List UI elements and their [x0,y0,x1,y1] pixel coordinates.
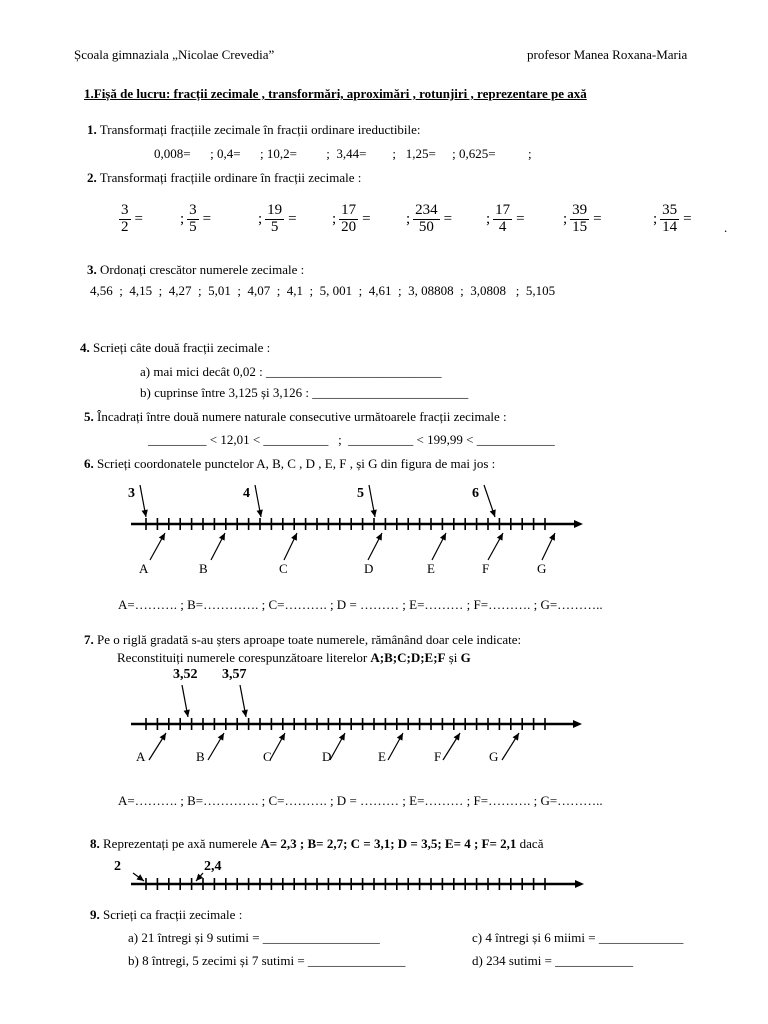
q6-point-label: D [364,561,374,576]
denominator: 2 [121,218,129,235]
q4-b: b) cuprinse între 3,125 și 3,126 : ________________________ [140,385,469,400]
denominator: 20 [341,218,357,235]
q6-axis-number: 6 [472,486,479,501]
equals-sign: = [593,210,602,227]
q6-answer: A=………. ; B=…………. ; C=………. ; D = ……… ; E=……… ; F=………. ; G=……….. [118,597,603,612]
question-text: Pe o riglă gradată s-au șters aproape toate numerele, rămânând doar cele indicate: [97,632,522,647]
question-text: Încadrați între două numere naturale consecutive următoarele fracții zecimale : [97,409,507,424]
q7-answer: A=………. ; B=…………. ; C=………. ; D = ……… ; E=……… ; F=………. ; G=……….. [118,793,603,808]
numerator: 3 [121,202,129,218]
separator: ; [486,210,491,227]
question-text: Scrieți coordonatele punctelor A, B, C , D , E, F , și G din figura de mai jos : [97,456,496,471]
question-text: Scrieți ca fracții zecimale : [103,907,243,922]
q7-instruction-and: și [445,650,461,665]
denominator: 50 [418,218,434,235]
separator: ; [653,210,658,227]
q6-point-label: G [537,561,547,576]
question-text: Transformați fracțiile ordinare în fracții zecimale : [99,170,362,185]
numerator: 17 [495,202,511,218]
equals-sign: = [202,210,212,227]
question-number: 3. [87,262,97,277]
question-number: 1. [87,122,97,137]
separator: ; [258,210,263,227]
q8-values: A= 2,3 ; B= 2,7; C = 3,1; D = 3,5; E= 4 ; F= 2,1 [260,836,517,851]
q6-point-label: E [427,561,435,576]
numerator: 3 [189,202,197,218]
q7-letters: A;B;C;D;E;F [370,650,446,665]
q9-b: b) 8 întregi, 5 zecimi și 7 sutimi = _______________ [128,953,406,968]
q7-point-label: F [434,749,442,764]
label-pointer-head [136,874,144,881]
question-number: 9. [90,907,100,922]
q8-axis-number: 2,4 [204,859,222,874]
q6-axis-number: 4 [243,486,250,501]
q6-point-label: C [279,561,288,576]
equals-sign: = [362,210,371,227]
question-number: 7. [84,632,94,647]
q7-point-label: C [263,749,272,764]
q7-point-label: B [196,749,205,764]
equals-sign: = [683,210,692,227]
q9-d: d) 234 sutimi = ____________ [472,953,634,968]
separator: ; [563,210,568,227]
question-number: 2. [87,170,97,185]
q7-letter-g: G [460,650,471,665]
q2-trailing: . [724,220,728,235]
school-name: Școala gimnaziala „Nicolae Crevedia” [74,47,275,62]
q6-axis-number: 3 [128,486,135,501]
q8-axis-number: 2 [114,859,121,874]
q6-axis-number: 5 [357,486,364,501]
q6-point-label: A [139,561,149,576]
q3-numbers: 4,56 ; 4,15 ; 4,27 ; 5,01 ; 4,07 ; 4,1 ; 5, 001 ; 4,61 ; 3, 08808 ; 3,0808 ; 5,105 [90,283,556,298]
q7-point-label: D [322,749,332,764]
equals-sign: = [443,210,453,227]
numerator: 17 [341,202,357,218]
page-title: 1.Fișă de lucru: fracții zecimale , transformări, aproximări , rotunjiri , reprezentare pe axă [84,86,587,101]
equals-sign: = [134,210,143,227]
equals-sign: = [516,210,525,227]
q7-point-label: E [378,749,386,764]
denominator: 4 [498,218,507,235]
numerator: 234 [415,202,438,218]
teacher-name: profesor Manea Roxana-Maria [527,47,688,62]
numerator: 19 [267,202,283,218]
separator: ; [180,210,185,227]
separator: ; [406,210,411,227]
q9-c: c) 4 întregi și 6 miimi = _____________ [472,930,684,945]
numerator: 35 [662,202,678,218]
question-text: Scrieți câte două fracții zecimale : [93,340,271,355]
denominator: 14 [662,218,678,235]
question-9 [90,907,242,923]
axis-arrowhead [575,880,584,888]
question-number: 4. [80,340,90,355]
q6-point-label: F [482,561,490,576]
question-number: 6. [84,456,94,471]
question-text: Transformați fracțiile zecimale în fracții ordinare ireductibile: [99,122,421,137]
q1-items: 0,008= ; 0,4= ; 10,2= ; 3,44= ; 1,25= ; 0,625= ; [154,146,532,161]
q9-a: a) 21 întregi și 9 sutimi = __________________ [128,930,380,945]
question-text: Reprezentați pe axă numerele [103,836,261,851]
q4-a: a) mai mici decât 0,02 : ___________________________ [140,364,442,379]
q7-point-label: A [136,749,146,764]
q7-axis-number: 3,52 [173,667,198,682]
q7-instruction-text: Reconstituiți numerele corespunzătoare literelor [117,650,371,665]
q6-point-label: B [199,561,208,576]
q7-axis-number: 3,57 [222,667,247,682]
numerator: 39 [572,202,588,218]
denominator: 15 [572,218,588,235]
q5-line: _________ < 12,01 < __________ ; __________ < 199,99 < ____________ [148,432,555,447]
question-number: 5. [84,409,94,424]
question-number: 8. [90,836,100,851]
q7-point-label: G [489,749,499,764]
separator: ; [332,210,337,227]
denominator: 5 [189,218,197,235]
question-text: Ordonați crescător numerele zecimale : [100,262,305,277]
question-text-end: dacă [516,836,544,851]
equals-sign: = [288,210,297,227]
denominator: 5 [270,218,279,235]
